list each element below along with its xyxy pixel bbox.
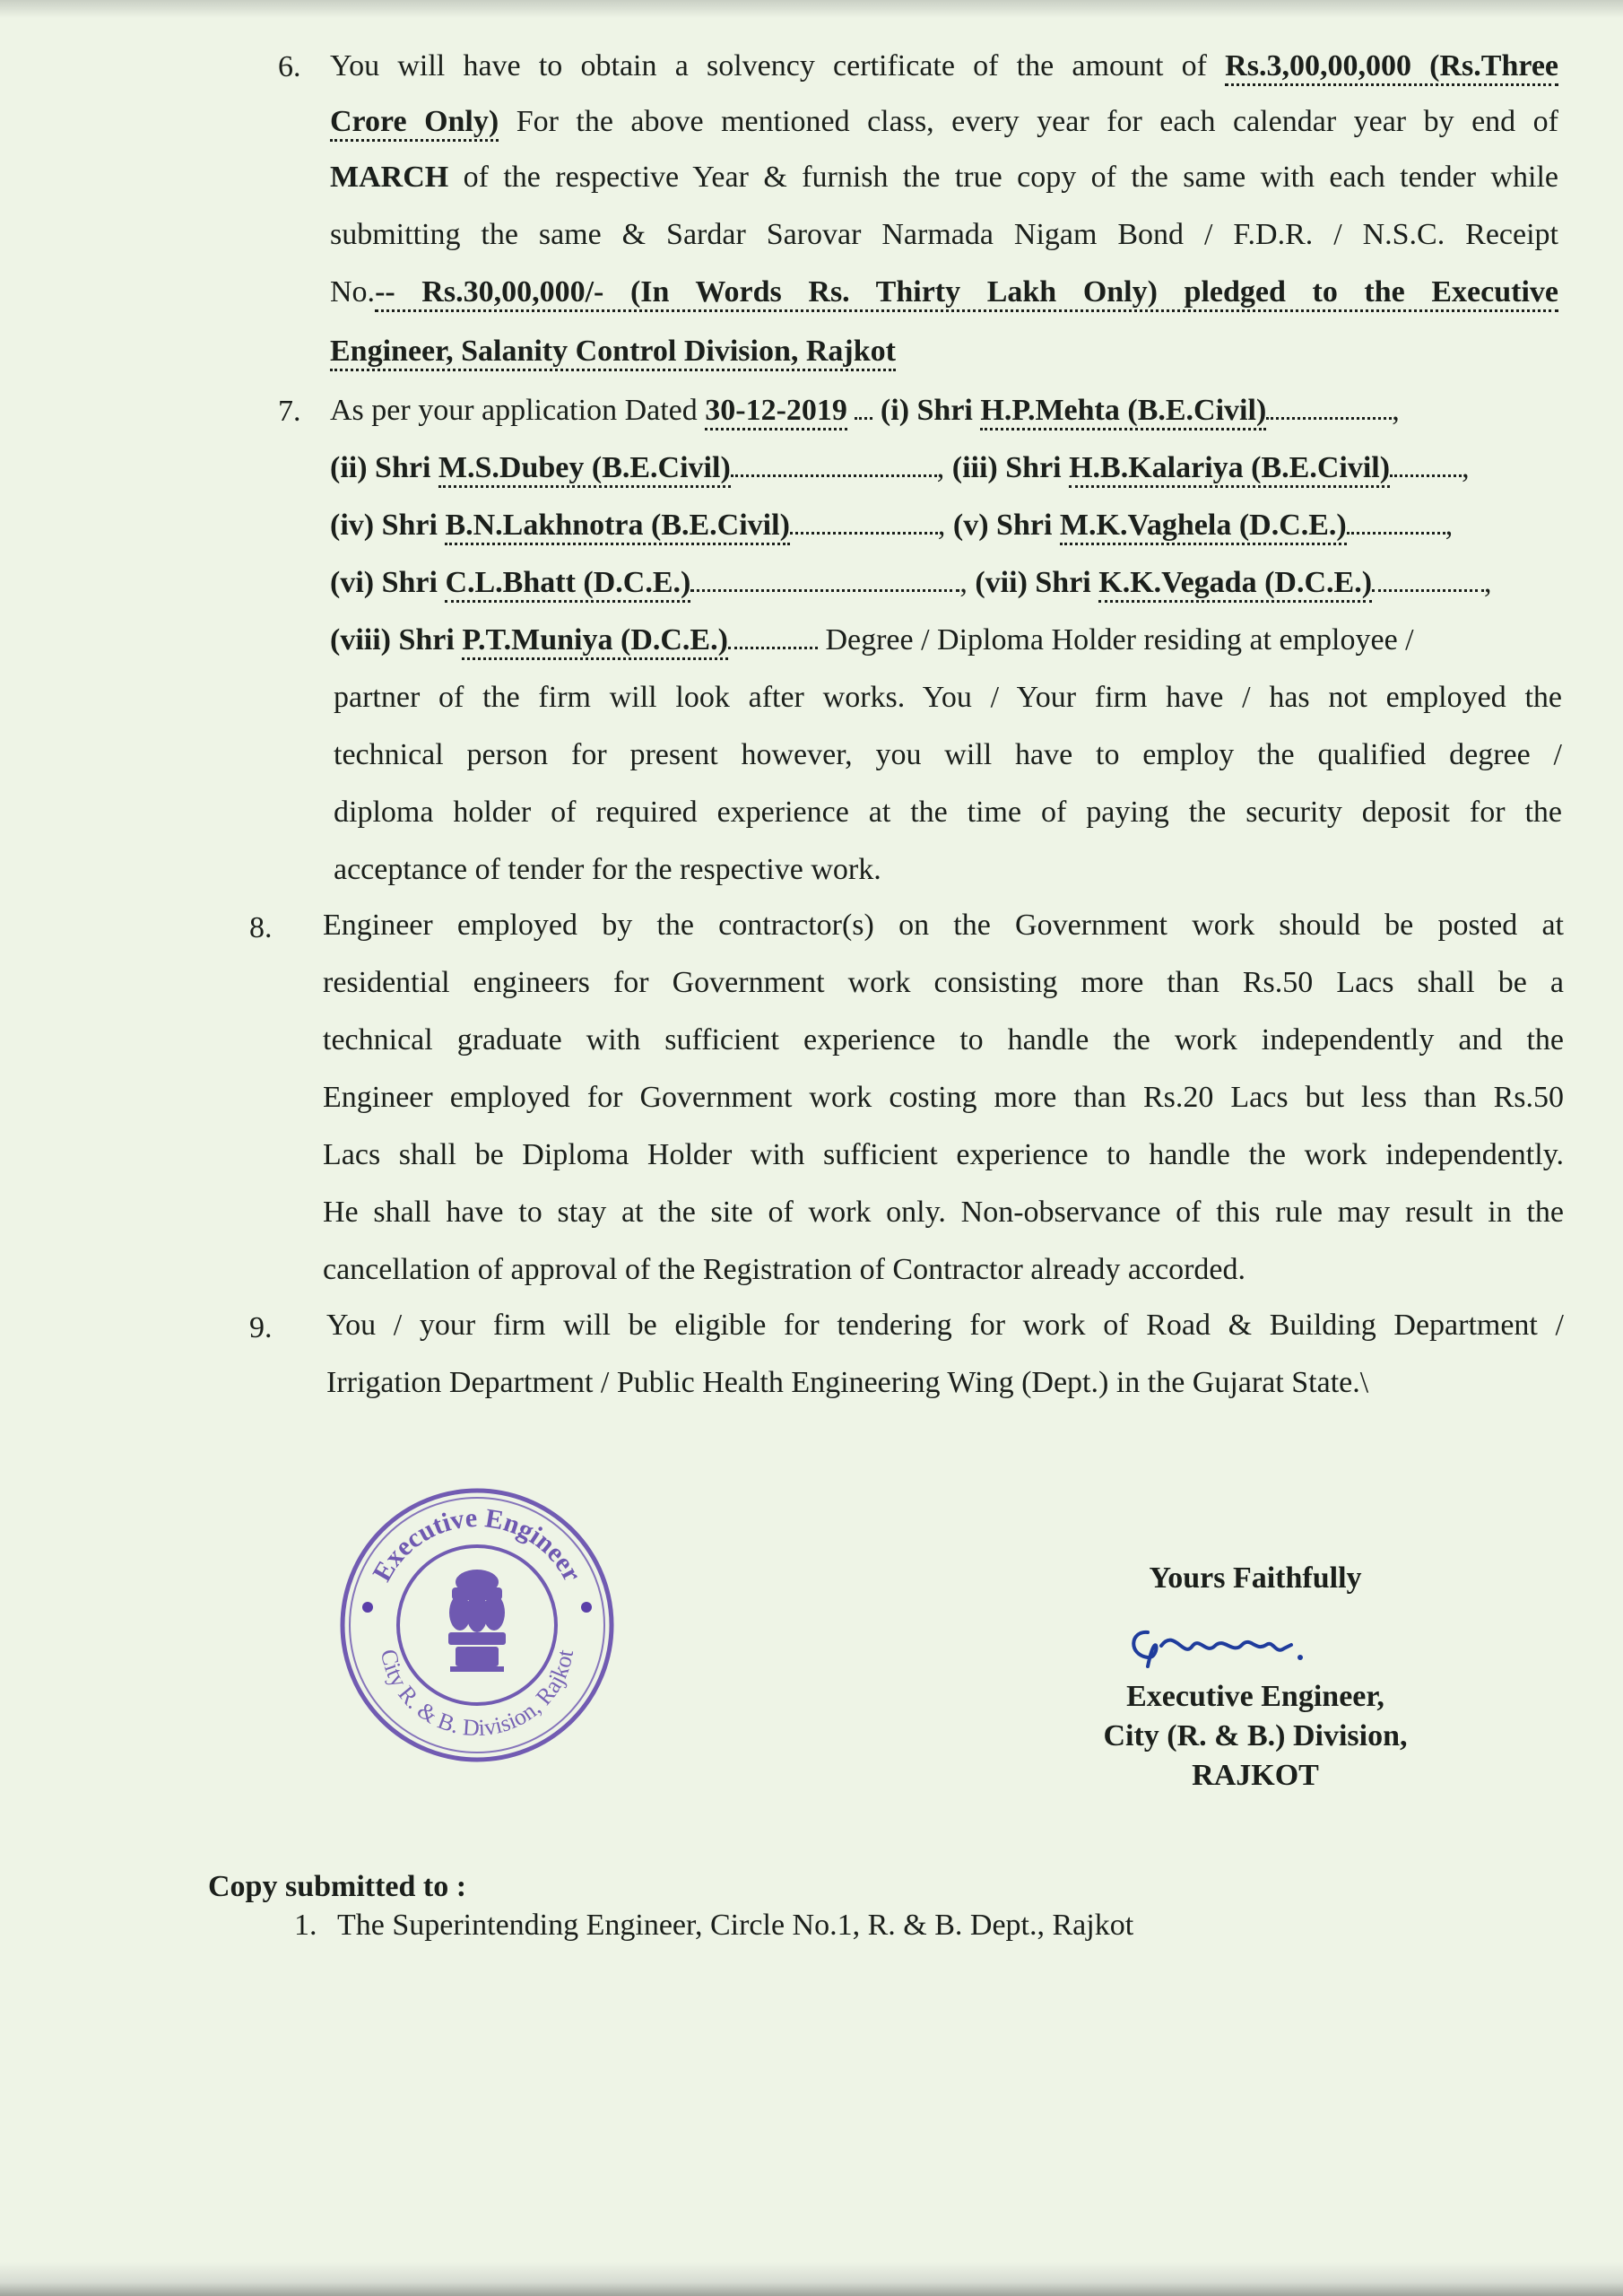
clause-line: submitting the same & Sardar Sarovar Narmada Nigam Bond / F.D.R. / N.S.C. Receipt xyxy=(330,218,1558,251)
page-bottom-edge xyxy=(0,2262,1623,2296)
engineer-name: M.S.Dubey (B.E.Civil) xyxy=(438,451,731,488)
office-seal xyxy=(334,1482,621,1769)
clause-line: technical person for present however, you will have to employ the qualified degree / xyxy=(334,738,1562,771)
engineer-name: C.L.Bhatt (D.C.E.) xyxy=(445,566,690,603)
bond-amount: -- Rs.30,00,000/- (In Words Rs. Thirty Lakh Only) pledged to the Executive xyxy=(375,275,1558,312)
clause-number: 7. xyxy=(278,395,301,428)
clause-line: residential engineers for Government work consisting more than Rs.50 Lacs shall be a xyxy=(323,966,1564,999)
clause-line: cancellation of approval of the Registration of Contractor already accorded. xyxy=(323,1253,1246,1286)
clause-line: Engineer, Salanity Control Division, Rajkot xyxy=(330,323,896,380)
clause-line: technical graduate with sufficient experience to handle the work independently and the xyxy=(323,1023,1564,1057)
clause-line: (viii) Shri P.T.Muniya (D.C.E.) Degree / Diploma Holder residing at employee / xyxy=(330,612,1414,669)
copy-heading: Copy submitted to : xyxy=(208,1870,467,1903)
designation: Executive Engineer, xyxy=(1126,1680,1384,1713)
clause-line: (iv) Shri B.N.Lakhnotra (B.E.Civil) , (v) Shri M.K.Vaghela (D.C.E.) , xyxy=(330,497,1453,554)
engineer-name: P.T.Muniya (D.C.E.) xyxy=(462,623,728,660)
solvency-amount: Rs.3,00,00,000 (Rs.Three xyxy=(1225,49,1558,86)
office-name: City (R. & B.) Division, xyxy=(1103,1719,1408,1752)
svg-text:Executive Engineer: Executive Engineer xyxy=(367,1502,587,1587)
clause-line: Crore Only) For the above mentioned class, every year for each calendar year by end of xyxy=(330,93,1558,151)
clause-line: (vi) Shri C.L.Bhatt (D.C.E.) , (vii) Shri K.K.Vegada (D.C.E.) , xyxy=(330,554,1492,612)
clause-line: diploma holder of required experience at the time of paying the security deposit for the xyxy=(334,796,1562,829)
copy-list-item xyxy=(294,1909,1133,1943)
clause-line: acceptance of tender for the respective work. xyxy=(334,853,881,886)
copy-item-number: 1. xyxy=(294,1909,317,1942)
seal-graphic xyxy=(334,1482,621,1769)
clause-line: Engineer employed for Government work costing more than Rs.20 Lacs but less than Rs.50 xyxy=(323,1081,1564,1114)
engineer-name: B.N.Lakhnotra (B.E.Civil) xyxy=(445,509,789,545)
clause-line: Engineer employed by the contractor(s) on the Government work should be posted at xyxy=(323,909,1564,942)
handwritten-signature xyxy=(1121,1605,1354,1686)
engineer-name: K.K.Vegada (D.C.E.) xyxy=(1098,566,1372,603)
clause-line: Irrigation Department / Public Health Engineering Wing (Dept.) in the Gujarat State.\ xyxy=(326,1366,1369,1399)
clause-line: MARCH of the respective Year & furnish the true copy of the same with each tender while xyxy=(330,161,1559,194)
engineer-name: H.P.Mehta (B.E.Civil) xyxy=(980,394,1266,430)
city-name: RAJKOT xyxy=(1192,1759,1319,1792)
clause-line: He shall have to stay at the site of work only. Non-observance of this rule may result in the xyxy=(323,1196,1564,1229)
clause-number: 9. xyxy=(249,1311,273,1344)
engineer-name: M.K.Vaghela (D.C.E.) xyxy=(1060,509,1347,545)
clause-line: You will have to obtain a solvency certificate of the amount of Rs.3,00,00,000 (Rs.Three xyxy=(330,38,1558,95)
clause-line: You / your firm will be eligible for tendering for work of Road & Building Department / xyxy=(326,1309,1564,1342)
clause-line: (ii) Shri M.S.Dubey (B.E.Civil) , (iii) Shri H.B.Kalariya (B.E.Civil) , xyxy=(330,439,1470,497)
application-date: 30-12-2019 xyxy=(705,394,847,430)
clause-line: No.-- Rs.30,00,000/- (In Words Rs. Thirty Lakh Only) pledged to the Executive xyxy=(330,264,1558,321)
copy-item-text: The Superintending Engineer, Circle No.1, R. & B. Dept., Rajkot xyxy=(337,1909,1134,1942)
page-top-edge xyxy=(0,0,1623,18)
clause-line: As per your application Dated 30-12-2019 (i) Shri H.P.Mehta (B.E.Civil) , xyxy=(330,382,1400,439)
clause-number: 8. xyxy=(249,911,273,944)
clause-number: 6. xyxy=(278,50,301,83)
engineer-name: H.B.Kalariya (B.E.Civil) xyxy=(1069,451,1390,488)
clause-line: Lacs shall be Diploma Holder with sufficient experience to handle the work independently. xyxy=(323,1138,1564,1171)
clause-line: partner of the firm will look after works. You / Your firm have / has not employed the xyxy=(334,681,1562,714)
closing-line: Yours Faithfully xyxy=(1149,1561,1362,1595)
svg-text:City R. & B. Division, Rajkot: City R. & B. Division, Rajkot xyxy=(375,1647,579,1742)
